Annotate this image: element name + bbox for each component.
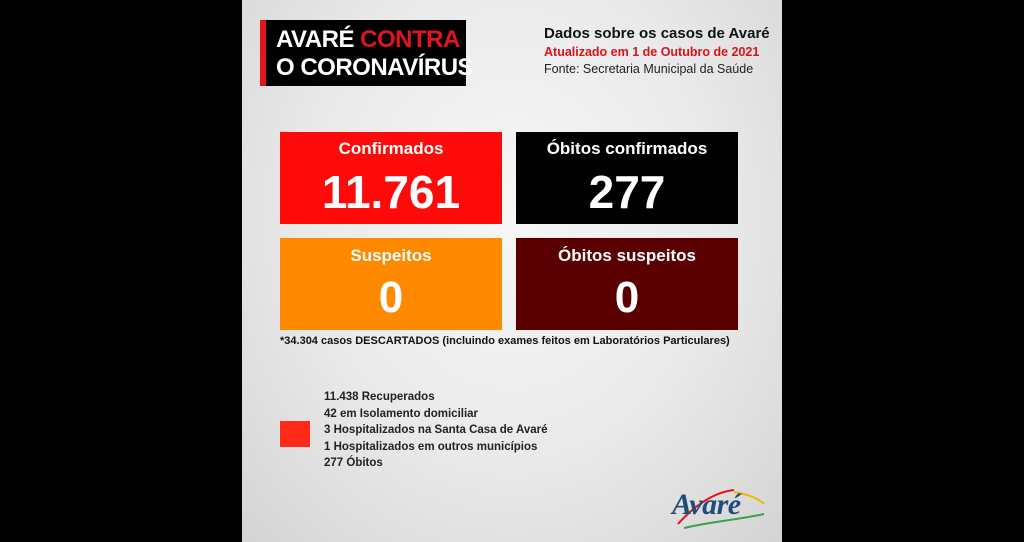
- header-source: Fonte: Secretaria Municipal da Saúde: [544, 62, 754, 76]
- card-suspeitos: [280, 238, 502, 330]
- card-label: Suspeitos: [350, 246, 432, 265]
- campaign-logo: [260, 20, 474, 86]
- card-obitos-suspeitos: [516, 238, 738, 330]
- logo-word-avare: AVARÉ: [276, 26, 354, 53]
- logo-line-2: O CORONAVÍRUS: [276, 54, 474, 81]
- legend-swatch: [280, 421, 310, 447]
- card-value: 11.761: [321, 166, 461, 218]
- infographic: [242, 0, 782, 542]
- logo-word-contra: CONTRA: [360, 26, 460, 53]
- list-item: 3 Hospitalizados na Santa Casa de Avaré: [324, 424, 548, 436]
- card-value: 277: [588, 166, 666, 218]
- list-item: 277 Óbitos: [324, 457, 383, 469]
- card-label: Confirmados: [338, 139, 444, 158]
- card-obitos-confirmados: [516, 132, 738, 224]
- logo-line-1: [276, 26, 466, 54]
- list-item: 11.438 Recuperados: [324, 391, 435, 403]
- header-info: [544, 24, 776, 77]
- list-item: 42 em Isolamento domiciliar: [324, 407, 479, 420]
- card-label: Óbitos confirmados: [546, 139, 708, 158]
- card-confirmados: [280, 132, 502, 224]
- status-list: [324, 389, 624, 472]
- card-label: Óbitos suspeitos: [558, 246, 696, 265]
- card-value: 0: [614, 273, 640, 322]
- header-title: Dados sobre os casos de Avaré: [544, 25, 770, 42]
- card-value: 0: [378, 273, 404, 322]
- discarded-note: *34.304 casos DESCARTADOS (incluindo exames feitos em Laboratórios Particulares): [280, 335, 730, 347]
- header-updated: Atualizado em 1 de Outubro de 2021: [544, 45, 760, 59]
- city-brand-logo: Avaré: [672, 488, 741, 521]
- list-item: 1 Hospitalizados em outros municípios: [324, 440, 538, 453]
